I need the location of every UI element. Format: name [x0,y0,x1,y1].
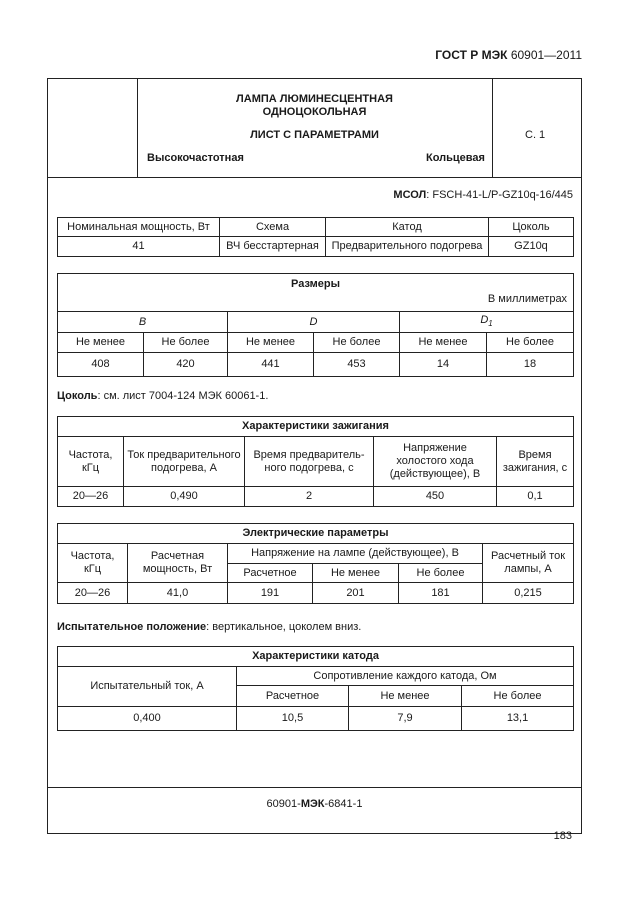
cat-sub-min: Не менее [349,686,462,707]
cell-cathode: Предварительного подогрева [326,237,489,257]
dim-val-0: 408 [58,353,144,377]
sheet-title-line2: ОДНОЦОКОЛЬНАЯ [262,106,367,118]
ign-h-ignition-time: Время зажигания, с [497,437,574,487]
sheet-subtitle: ЛИСТ С ПАРАМЕТРАМИ [250,129,379,141]
dim-group-d: D [228,312,400,333]
standard-header [435,48,582,62]
cat-h-current: Испытательный ток, А [58,667,237,707]
dimensions-title-cell [58,274,574,312]
dim-val-5: 18 [487,353,574,377]
el-sub-max: Не более [399,564,483,583]
el-v-power: 41,0 [128,583,228,604]
ign-h-preheat-current: Ток предварительного подогрева, А [124,437,245,487]
dim-sub-4: Не менее [400,333,487,353]
standard-prefix: ГОСТ Р МЭК [435,48,508,62]
cat-h-resistance: Сопротивление каждого катода, Ом [237,667,574,686]
dim-sub-5: Не более [487,333,574,353]
cap-note-text: : см. лист 7004-124 МЭК 60061-1. [97,390,269,402]
cat-v-rated: 10,5 [237,707,349,731]
cat-sub-max: Не более [462,686,574,707]
el-v-freq: 20—26 [58,583,128,604]
electrical-table [57,523,574,604]
cat-v-max: 13,1 [462,707,574,731]
footer-line [48,787,581,788]
electrical-title: Электрические параметры [58,524,574,544]
el-v-current: 0,215 [483,583,574,604]
header-circuit: Схема [220,218,326,237]
dim-sub-2: Не менее [228,333,314,353]
el-h-voltage: Напряжение на лампе (действующее), В [228,544,483,564]
sheet-title-line1: ЛАМПА ЛЮМИНЕСЦЕНТНАЯ [236,93,393,105]
header-cap: Цоколь [489,218,574,237]
page-number: 183 [553,830,572,842]
sheet-code-suffix: -6841-1 [324,798,363,810]
lamp-type-right: Кольцевая [426,152,485,164]
dimensions-title: Размеры [291,278,341,290]
el-v-rated: 191 [228,583,313,604]
ign-h-ocv: Напряжение холостого хода (действующее), В [374,437,497,487]
cathode-table [57,646,574,731]
test-position-text: : вертикальное, цоколем вниз. [206,621,362,633]
ign-h-freq: Частота, кГц [58,437,124,487]
dim-val-3: 453 [314,353,400,377]
dim-sub-3: Не более [314,333,400,353]
lamp-type-left: Высокочастотная [147,152,244,164]
dim-group-d1-sub: 1 [488,319,493,329]
dim-group-b: B [58,312,228,333]
test-position-label: Испытательное положение [57,621,207,633]
sheet-code [48,798,581,810]
el-sub-rated: Расчетное [228,564,313,583]
header-rated-power: Номинальная мощность, Вт [58,218,220,237]
cathode-title: Характеристики катода [58,647,574,667]
el-h-freq: Частота, кГц [58,544,128,583]
cat-v-min: 7,9 [349,707,462,731]
el-h-current: Расчетный ток лампы, А [483,544,574,583]
header-cathode: Катод [326,218,489,237]
cell-circuit: ВЧ бесстартерная [220,237,326,257]
dim-group-d1 [400,312,574,333]
mcol-value: : FSCH-41-L/P-GZ10q-16/445 [426,189,573,201]
title-bottom-line [48,177,581,178]
sheet-code-prefix: 60901- [266,798,301,810]
cell-rated-power: 41 [58,237,220,257]
ignition-table [57,416,574,507]
standard-number: 60901—2011 [510,48,582,62]
el-h-power: Расчетная мощность, Вт [128,544,228,583]
test-position-note [57,621,361,633]
dim-val-4: 14 [400,353,487,377]
mcol-label: МСОЛ [393,189,427,201]
dim-group-d1-label: D [480,314,489,326]
dimensions-unit: В миллиметрах [487,293,568,305]
sheet-page-label: С. 1 [525,129,546,141]
main-parameters-table [57,217,574,257]
ign-v-freq: 20—26 [58,487,124,507]
cap-note [57,390,268,402]
dim-val-2: 441 [228,353,314,377]
cat-v-current: 0,400 [58,707,237,731]
el-v-min: 201 [313,583,399,604]
ign-h-preheat-time: Время предваритель-ного подогрева, с [245,437,374,487]
mcol-designation [393,189,573,201]
cell-cap: GZ10q [489,237,574,257]
ign-v-preheat-current: 0,490 [124,487,245,507]
cap-note-label: Цоколь [57,390,98,402]
el-v-max: 181 [399,583,483,604]
dim-sub-1: Не более [144,333,228,353]
dim-val-1: 420 [144,353,228,377]
el-sub-min: Не менее [313,564,399,583]
ignition-title: Характеристики зажигания [58,417,574,437]
cat-sub-rated: Расчетное [237,686,349,707]
dimensions-table [57,273,574,377]
ign-v-ocv: 450 [374,487,497,507]
ign-v-preheat-time: 2 [245,487,374,507]
ign-v-ignition-time: 0,1 [497,487,574,507]
dim-sub-0: Не менее [58,333,144,353]
sheet-code-mid: МЭК [300,798,325,810]
